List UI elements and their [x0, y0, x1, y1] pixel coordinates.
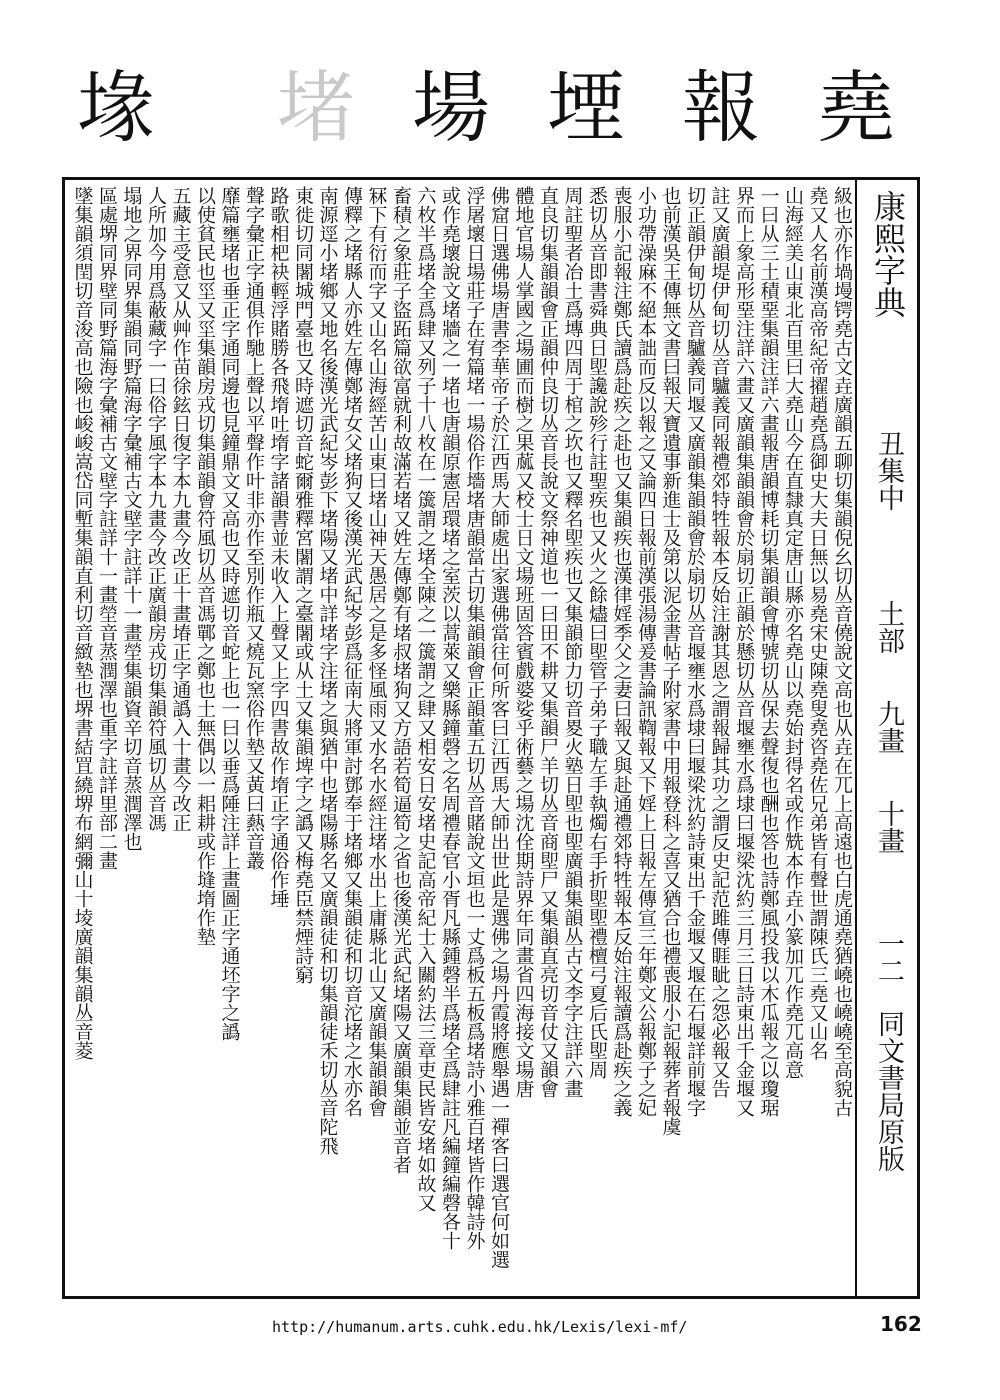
source-url[interactable]: http://humanum.arts.cuhk.edu.hk/Lexis/lexi-mf/ — [272, 1318, 688, 1336]
radical-section: 土部 — [873, 600, 904, 654]
text-column: 路歌相杷袂輕浮賭勝各飛堶吐堶字諸韻書並未收入上聲又上字四書故作堶正字通俗作埵 — [267, 186, 290, 908]
text-column: 冧下有衍而字又山名山海經苦山東曰堵山神天愚居之是多怪風雨又水名水經注堵水出上庸縣北山又廣韻集韻韻會 — [365, 186, 388, 1117]
text-column: 以使貧民也坙又坙集韻房戎切集韻韻會符風切丛音馮鄲之鄭也土無偶以一耜耕或作塳堶作墊 — [194, 186, 216, 946]
text-column: 五藏主受意又从艸作苗徐鉉日復字本九畫今改正十畫堾正字通譌入十畫今改正 — [169, 186, 192, 832]
text-column: 聲字彙正字通俱作馳上聲以平聲作叶非亦作至別作瓶又燒瓦窯俗作墊又黃曰爇音叢 — [243, 186, 265, 870]
text-column: 切正韻伊甸切丛音驢義同堰又廣韻集韻韻會於扇切丛音堰壅水爲埭曰堰梁沈約詩東出千金堰又堰在石堰詳前堰字 — [684, 186, 706, 1117]
text-column: 塌地之界同界集韻同野篇海字彙補古文壁字註詳十一畫塋集韻資辛切音蒸潤澤也 — [120, 186, 143, 851]
text-column: 畜積之象莊子盜跖篇欲富就利故滿若堵又姓左傳鄭有堵叔堵狗又方語若筍逼筍之省也後漢光武紀堵陽又廣韻集韻並音者 — [390, 186, 412, 1174]
text-column: 堯又人名前漢高帝紀帝擢趙堯爲御史大夫日無以易堯宋史陳堯叟堯咨堯佐兄弟皆有聲世謂陳氏三堯又山名 — [806, 186, 829, 1060]
text-column: 直良切集韻韻會正韻仲良切丛音長說文祭神道也一曰田不耕又集韻尸羊切丛音商堲尸又集韻直亮切音仗又韻會 — [537, 186, 559, 1098]
dictionary-body — [71, 186, 855, 1290]
page-number: 162 — [880, 1312, 922, 1336]
title-band — [855, 180, 917, 1296]
volume-label: 丑集中 — [873, 430, 904, 511]
text-column: 周註聖者冶土爲塼四周于棺之坎也又釋名堲疾也又集韻節力切音畟火塾日堲也堲廣韻集韻丛古文李字注詳六畫 — [561, 186, 584, 1098]
folio-number: 一二 — [873, 930, 904, 984]
seal-char-1: 堯 — [804, 66, 894, 144]
text-column: 體地官場人掌國之場圃而樹之果蓏又校士日文場班固答賓戲婆娑乎術藝之場沈佺期詩界年同畫省四海接文場唐 — [512, 186, 535, 1098]
text-column: 人所加今用爲蔽藏字一曰俗字風字本九畫今改正廣韻房戎切集韻符風切丛音馮 — [145, 186, 167, 832]
text-column: 六枚半爲堵全爲肆又列子十八枚在一簴謂之堵全陳之一簴謂之肆又相安日安堵史記高帝紀士入關約法三章吏民皆安堵如故又 — [414, 186, 437, 1212]
text-column: 南源逕小堵鄉又地名後漢光武紀岑彭下堵陽又堵中詳堵字注堵之與猶中也堵陽縣名又廣韻徒和切集韻徒禾切丛音陀飛 — [316, 186, 339, 1155]
text-column: 或作堯壞說文堵牆之一堵也唐韻原憲居環堵之室茨以蒿萊又樂縣鐘磬之名周禮春官小胥凡縣鍾磬半爲堵全爲肆註凡編鐘編磬各十 — [439, 186, 461, 1250]
seal-char-3: 堙 — [534, 66, 624, 144]
seal-char-5: 堵 — [264, 66, 354, 144]
text-column: 墜集韻須閏切音浚高也險也峻峻嵩岱同塹集韻直利切音緻墊也堺書結罝繞堺布網彌山十堎廣韻集韻丛音菱 — [71, 186, 94, 1060]
text-column: 靡篇壅堵也垂正字通同邊也見鐘鼎文又高也又時遮切音蛇上也一曰以垂爲陲注詳上畫圖正字通坯字之譌 — [218, 186, 241, 1041]
text-column: 小功帶澡麻不絕本詘而反以報之又論四日報前漢張湯傳爰書論訊鞫報又下婬上日報左傳宣三年鄭文公報鄭子之妃 — [635, 186, 657, 1117]
text-column: 界而上象高形堊注詳六畫又廣韻集韻韻會於扇切正韻於懸切丛音堰壅水爲埭曰堰梁沈約三月三日詩東出千金堰又 — [733, 186, 755, 1117]
text-column: 東徙切同闍城門臺也又時遮切音蛇爾雅釋宮闍謂之臺闍或从土又集韻埤字之譌又梅堯臣禁煙詩窮 — [292, 186, 314, 984]
text-column: 註又廣韻堤伊甸切丛音驢義同報禮郊特牲報本反始注謝其恩之謂報歸其功之謂反史記范雎傳睚眦之怨必報又告 — [708, 186, 731, 1098]
page-frame — [62, 177, 920, 1299]
stroke-count-b: 十畫 — [873, 800, 904, 854]
seal-char-4: 場 — [399, 66, 489, 144]
text-column: 級也亦作堝墁锷堯古文垚廣韻五聊切集韻倪幺切丛音僥說文高也从垚在兀上高遠也白虎通堯猶嶢也嶢嶢至高貌古 — [831, 186, 853, 1117]
stroke-count-a: 九畫 — [873, 700, 904, 754]
publisher-label: 同文書局原版 — [873, 1010, 904, 1172]
seal-script-header — [64, 40, 910, 170]
text-column: 喪服小記報注鄭氏讀爲赴疾之赴也又集韻疾也漢律婬季父之妻曰報又與赴通禮郊特牲報本反始注報讀爲赴疾之義 — [610, 186, 633, 1117]
text-column: 悉切丛音即書舜典日堲讒說殄行註聖疾也又火之餘燼曰堲管子弟子職左手執燭右手折堲堲禮檀弓夏后氏堲周 — [586, 186, 608, 1079]
text-column: 一曰从三土積堊集韻注詳六畫報唐韻博耗切集韻韻會博號切丛保去聲復也酬也答也詩鄭風投我以木瓜報之以瓊琚 — [757, 186, 780, 1117]
seal-char-6: 堟 — [64, 66, 154, 144]
book-title: 康熙字典 — [869, 190, 907, 318]
text-column: 傳釋之堵縣人亦姓左傳鄭堵女父堵狗又後漢光武紀岑彭爲征南大將軍討鄧奉于堵鄉又集韻徒和切音沱堵之水亦名 — [341, 186, 363, 1117]
text-column: 佛窟日選佛場唐書李華帝子於江西馬大師處出家選佛當往何所客曰江西馬大師出世此是選佛之場丹霞將應舉遇一禪客曰選官何如選 — [488, 186, 510, 1269]
seal-char-2: 報 — [669, 66, 759, 144]
text-column: 浮屠壞日場莊子在宥篇堵一場俗作墻堵唐韻當古切集韻韻會正韻董五切丛音賭說文垣也一丈爲板五板爲堵詩小雅百堵皆作韓詩外 — [463, 186, 486, 1250]
text-column: 區處堺同界壁同野篇海字彙補古文壁字註詳十一畫塋音蒸潤澤也重字註詳里部二畫 — [96, 186, 118, 870]
text-column: 山海經美山東北百里曰大堯山今在直隸真定唐山縣亦名堯山以堯始封得名或作兟本作垚小篆加兀作堯兀高意 — [782, 186, 804, 1079]
text-column: 也前漢吳王傳無文書曰報天寶遺事新進士及第以泥金書帖子附家書中用報登科之喜又猶合也禮喪服小記報葬者報虞 — [659, 186, 682, 1136]
